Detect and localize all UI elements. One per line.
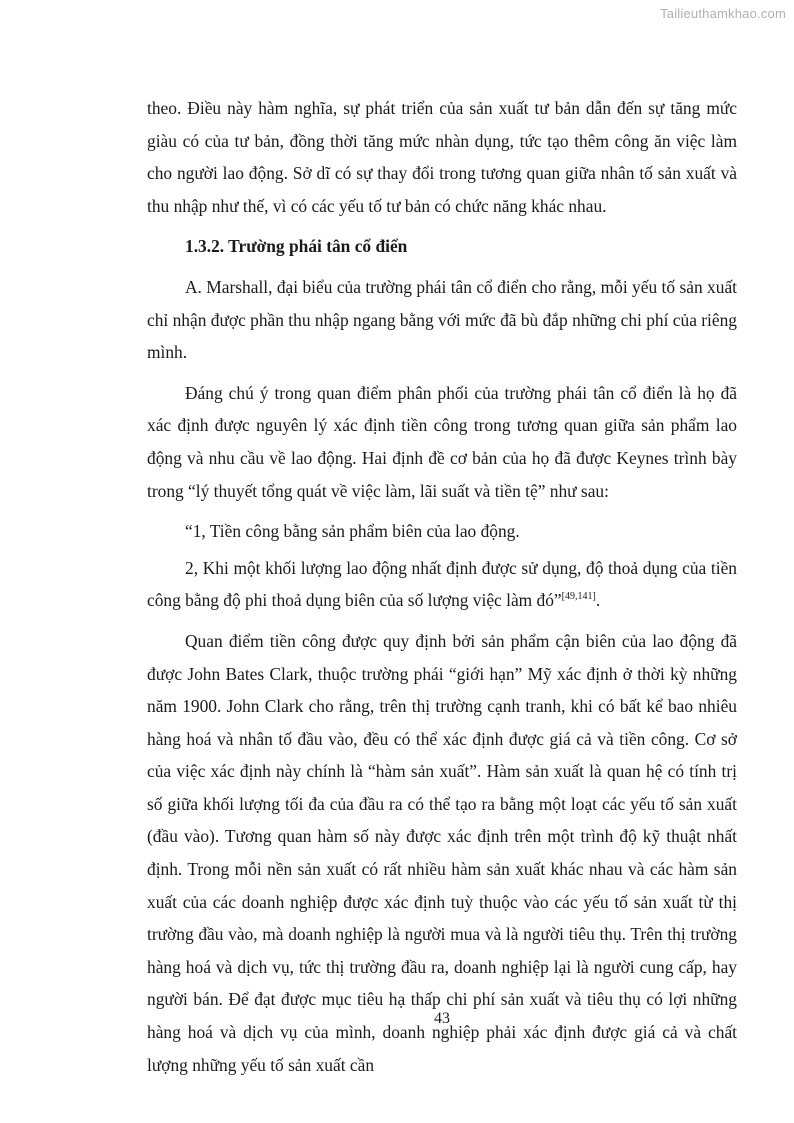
page-number: 43 <box>434 1010 450 1027</box>
paragraph-clark: Quan điểm tiền công được quy định bởi sản phẩm cận biên của lao động đã được John Bates Clark, thuộc trường phái “giới hạn” Mỹ xác định ở thời kỳ những năm 1900. John Clark cho rằng, trên thị trường cạnh tranh, khi có bất kể bao nhiêu hàng hoá và nhân tố đầu vào, đều có thể xác định được giá cả và tiền công. Cơ sở của việc xác định này chính là “hàm sản xuất”. Hàm sản xuất là quan hệ có tính trị số giữa khối lượng tối đa của đầu ra có thể tạo ra bằng một loạt các yếu tố sản xuất (đầu vào). Tương quan hàm số này được xác định trên một trình độ kỹ thuật nhất định. Trong mỗi nền sản xuất có rất nhiều hàm sản xuất khác nhau và các hàm sản xuất của các doanh nghiệp được xác định tuỳ thuộc vào các yếu tố sản xuất từ thị trường đầu vào, mà doanh nghiệp là người mua và là người tiêu thụ. Trên thị trường hàng hoá và dịch vụ, tức thị trường đầu ra, doanh nghiệp lại là người cung cấp, hay người bán. Để đạt được mục tiêu hạ thấp chi phí sản xuất và tiêu thụ có lợi những hàng hoá và dịch vụ của mình, doanh nghiệp phải xác định được giá cả và chất lượng những yếu tố sản xuất cần <box>147 630 737 1075</box>
paragraph-postulate-2 <box>147 552 737 617</box>
watermark-text: Tailieuthamkhao.com <box>660 6 786 21</box>
citation-reference: [49,141] <box>561 591 596 603</box>
paragraph-continuation: theo. Điều này hàm nghĩa, sự phát triển của sản xuất tư bản dẫn đến sự tăng mức giàu có của tư bản, đồng thời tăng mức nhàn dụng, tức tạo thêm công ăn việc làm cho người lao động. Sở dĩ có sự thay đổi trong tương quan giữa nhân tố sản xuất và thu nhập như thế, vì có các yếu tố tư bản có chức năng khác nhau. <box>147 98 737 216</box>
postulate-2-text: 2, Khi một khối lượng lao động nhất định được sử dụng, độ thoả dụng của tiền công bằng độ phi thoả dụng biên của số lượng việc làm đó” <box>147 557 737 611</box>
paragraph-distribution-view: Đáng chú ý trong quan điểm phân phối của trường phái tân cổ điển là họ đã xác định được nguyên lý xác định tiền công trong tương quan giữa sản phẩm lao động và nhu cầu về lao động. Hai định đề cơ bản của họ đã được Keynes trình bày trong “lý thuyết tổng quát về việc làm, lãi suất và tiền tệ” như sau: <box>147 382 737 501</box>
postulate-2-end: . <box>595 590 601 611</box>
section-heading: 1.3.2. Trường phái tân cổ điển <box>185 236 408 257</box>
page-body <box>147 92 737 1089</box>
paragraph-marshall: A. Marshall, đại biểu của trường phái tân cổ điển cho rằng, mỗi yếu tố sản xuất chỉ nhận được phần thu nhập ngang bằng với mức đã bù đắp những chi phí của riêng mình. <box>147 276 737 363</box>
paragraph-postulate-1: “1, Tiền công bằng sản phẩm biên của lao động. <box>185 521 520 542</box>
